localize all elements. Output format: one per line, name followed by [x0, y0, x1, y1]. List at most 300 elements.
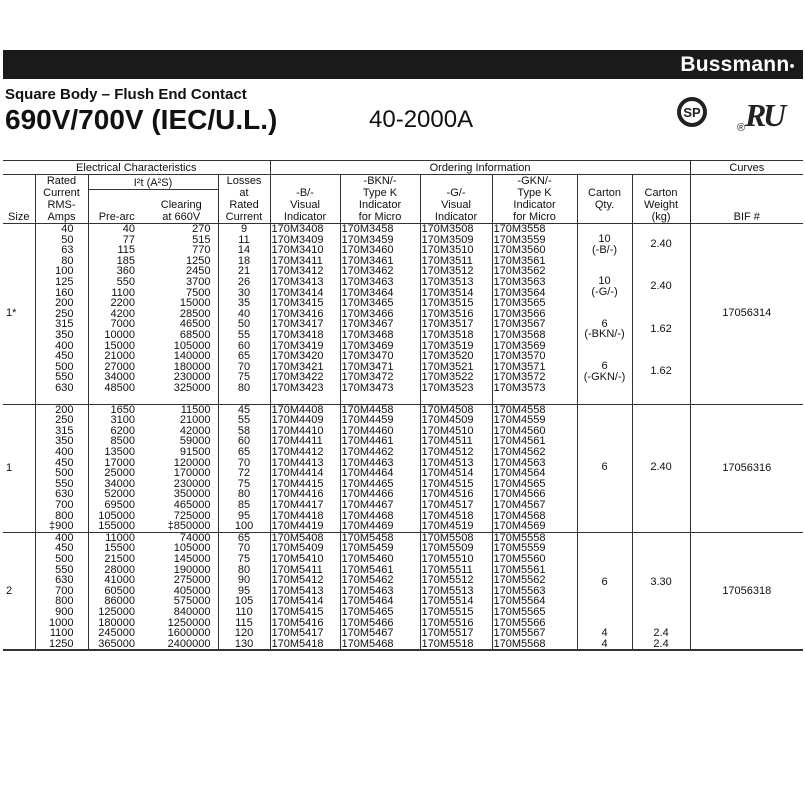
carton-qty-cell: 10 (-B/-) 10 (-G/-) 6 (-BKN/-) 6 (-GKN/-)	[577, 224, 632, 405]
losses-value: 60	[237, 339, 251, 352]
part-b-value: 170M3415	[271, 297, 324, 310]
part-b-value: 170M4416	[271, 488, 324, 501]
prearc-value: 3100	[110, 414, 135, 427]
part-gkn-value: 170M3561	[493, 254, 546, 267]
part-g-value: 170M4512	[421, 445, 474, 458]
part-gkn-value: 170M4565	[493, 477, 546, 490]
part-gkn-column	[492, 532, 577, 650]
svg-text:®: ®	[737, 122, 746, 134]
rated-current-value: 700	[55, 584, 74, 597]
clearing-value: 840000	[173, 605, 211, 618]
part-bkn-value: 170M5459	[341, 542, 394, 555]
ordering-group-header: Ordering Information	[270, 161, 690, 175]
losses-value: 70	[237, 360, 251, 373]
part-g-value: 170M4519	[421, 520, 474, 533]
prearc-value: 1100	[111, 286, 135, 299]
product-title: 690V/700V (IEC/U.L.)	[5, 104, 278, 135]
clearing-value: 180000	[173, 360, 211, 373]
losses-value: 14	[237, 244, 251, 257]
clearing-value: 140000	[173, 350, 211, 363]
part-b-value: 170M5408	[271, 531, 324, 544]
rated-current-value: 550	[55, 371, 74, 384]
product-subtitle: Square Body – Flush End Contact	[5, 86, 247, 103]
prearc-value: 245000	[98, 627, 135, 640]
part-b-value: 170M5418	[271, 637, 324, 650]
part-bkn-value: 170M4461	[341, 435, 394, 448]
part-gkn-value: 170M3560	[493, 244, 546, 257]
part-gkn-value: 170M4561	[493, 435, 546, 448]
part-g-value: 170M3514	[421, 286, 474, 299]
clearing-value: 1600000	[167, 627, 211, 640]
clearing-value: 405000	[173, 584, 211, 597]
part-b-value: 170M3412	[271, 265, 324, 278]
part-b-value: 170M4409	[271, 414, 324, 427]
part-gkn-value: 170M3568	[493, 328, 546, 341]
rated-current-value: 550	[55, 563, 74, 576]
svg-text:R: R	[745, 97, 767, 133]
rated-current-value: 160	[55, 286, 74, 299]
part-gkn-value: 170M3573	[493, 381, 546, 394]
losses-column	[218, 532, 270, 650]
part-bkn-value: 170M4463	[341, 456, 394, 469]
part-bkn-value: 170M4465	[341, 477, 394, 490]
prearc-value: 11000	[105, 531, 135, 544]
part-bkn-value: 170M4459	[341, 414, 394, 427]
part-gkn-value: 170M3562	[493, 265, 546, 278]
part-gkn-value: 170M5562	[493, 574, 546, 587]
prearc-value: 365000	[98, 637, 135, 650]
size-group-1	[3, 404, 803, 532]
col-prearc: Pre-arc	[88, 190, 145, 224]
part-bkn-value: 170M5458	[341, 531, 394, 544]
part-gkn-value: 170M5564	[493, 595, 546, 608]
clearing-value: 770	[192, 244, 211, 257]
prearc-value: 4200	[110, 307, 135, 320]
prearc-value: 105000	[98, 509, 135, 522]
losses-value: 60	[237, 435, 251, 448]
rated-current-value: 1250	[49, 637, 74, 650]
losses-value: 21	[237, 265, 251, 278]
part-b-value: 170M4417	[271, 498, 324, 511]
prearc-column	[88, 404, 145, 532]
part-bkn-value: 170M4460	[341, 424, 394, 437]
rated-current-value: 500	[55, 552, 74, 565]
size-cell: 1	[6, 461, 13, 474]
losses-value: 40	[237, 307, 251, 320]
clearing-value: 68500	[179, 328, 211, 341]
part-bkn-value: 170M3471	[341, 360, 394, 373]
carton-weight-cell: 2.40 2.40 1.62 1.62	[632, 224, 690, 405]
part-b-value: 170M3414	[271, 286, 324, 299]
prearc-value: 1650	[110, 403, 135, 416]
part-b-value: 170M4411	[271, 435, 323, 448]
carton-weight-cell: 2.40	[632, 404, 690, 532]
part-b-value: 170M3413	[271, 275, 324, 288]
rated-current-value: 400	[55, 339, 74, 352]
clearing-value: 2450	[186, 265, 211, 278]
part-bkn-value: 170M3461	[341, 254, 394, 267]
rated-current-value: 700	[55, 498, 74, 511]
clearing-value: 230000	[173, 371, 211, 384]
part-b-value: 170M5411	[271, 563, 323, 576]
part-gkn-value: 170M4567	[493, 498, 546, 511]
clearing-column	[145, 532, 218, 650]
part-gkn-value: 170M3564	[493, 286, 546, 299]
rated-current-value: ‡900	[49, 520, 74, 533]
rated-current-value: 450	[55, 542, 74, 555]
part-bkn-value: 170M3463	[341, 275, 394, 288]
part-b-value: 170M4419	[271, 520, 324, 533]
part-gkn-value: 170M4558	[493, 403, 546, 416]
part-b-value: 170M5415	[271, 605, 324, 618]
part-bkn-value: 170M5466	[341, 616, 394, 629]
part-b-value: 170M3419	[271, 339, 324, 352]
part-gkn-value: 170M3558	[493, 223, 546, 235]
col-g: -G/- Visual Indicator	[420, 175, 492, 224]
losses-value: 9	[240, 223, 248, 235]
prearc-value: 21500	[104, 552, 135, 565]
part-bkn-value: 170M4458	[341, 403, 394, 416]
losses-value: 30	[237, 286, 251, 299]
losses-value: 65	[237, 445, 251, 458]
prearc-value: 185	[116, 254, 135, 267]
part-bkn-value: 170M4464	[341, 467, 394, 480]
carton-weight-cell: 3.30 2.4 2.4	[632, 532, 690, 650]
col-bkn: -BKN/- Type K Indicator for Micro	[340, 175, 420, 224]
rated-current-value: 63	[61, 244, 74, 257]
prearc-value: 13500	[104, 445, 135, 458]
part-bkn-value: 170M3464	[341, 286, 394, 299]
prearc-value: 52000	[104, 488, 135, 501]
part-gkn-column	[492, 404, 577, 532]
prearc-value: 155000	[98, 520, 135, 533]
part-bkn-value: 170M3458	[341, 223, 394, 235]
part-g-value: 170M3510	[421, 244, 474, 257]
part-gkn-value: 170M3569	[493, 339, 546, 352]
part-b-value: 170M3422	[271, 371, 324, 384]
part-g-value: 170M3516	[421, 307, 474, 320]
losses-value: 75	[237, 552, 251, 565]
rated-current-value: 315	[55, 424, 74, 437]
clearing-value: 725000	[173, 509, 211, 522]
part-g-value: 170M3521	[421, 360, 474, 373]
rated-current-value: 450	[55, 456, 74, 469]
part-gkn-value: 170M4562	[493, 445, 546, 458]
clearing-value: 91500	[179, 445, 211, 458]
part-b-value: 170M3421	[271, 360, 324, 373]
bif-cell: 17056316	[690, 404, 803, 532]
clearing-value: 11500	[180, 403, 211, 416]
clearing-column	[145, 404, 218, 532]
losses-value: 70	[237, 456, 251, 469]
part-gkn-value: 170M3567	[493, 318, 546, 331]
col-rated-current: Rated Current RMS-Amps	[35, 175, 88, 224]
clearing-value: 230000	[173, 477, 211, 490]
part-bkn-value: 170M5460	[341, 552, 394, 565]
bif-cell: 17056318	[690, 532, 803, 650]
rated-current-value: 50	[61, 233, 74, 246]
part-g-value: 170M5511	[421, 563, 473, 576]
rated-current-value: 900	[55, 605, 74, 618]
prearc-value: 28000	[104, 563, 135, 576]
part-g-value: 170M4509	[421, 414, 474, 427]
rated-current-value: 630	[55, 381, 74, 394]
part-b-value: 170M3416	[271, 307, 324, 320]
part-g-value: 170M3520	[421, 350, 474, 363]
prearc-value: 27000	[104, 360, 135, 373]
clearing-value: 105000	[173, 542, 211, 555]
clearing-value: 28500	[179, 307, 211, 320]
rated-current-value: 500	[55, 467, 74, 480]
part-gkn-value: 170M4566	[493, 488, 546, 501]
col-bif: BIF #	[690, 175, 803, 224]
col-carton-weight: Carton Weight (kg)	[632, 175, 690, 224]
clearing-value: 145000	[173, 552, 211, 565]
prearc-value: 40	[122, 223, 135, 235]
part-g-value: 170M3513	[421, 275, 474, 288]
part-g-value: 170M3515	[421, 297, 474, 310]
prearc-value: 15500	[104, 542, 135, 555]
part-bkn-value: 170M4468	[341, 509, 394, 522]
svg-text:SP: SP	[683, 105, 701, 120]
rated-current-value: 40	[61, 223, 74, 235]
losses-value: 55	[237, 414, 251, 427]
part-bkn-value: 170M3465	[341, 297, 394, 310]
part-g-value: 170M3511	[421, 254, 473, 267]
losses-value: 75	[237, 477, 251, 490]
fuse-spec-table	[3, 160, 803, 651]
losses-value: 26	[237, 275, 251, 288]
size-cell: 1*	[6, 307, 17, 320]
part-gkn-value: 170M5561	[493, 563, 546, 576]
losses-value: 18	[237, 254, 251, 267]
rated-current-value: 250	[55, 414, 74, 427]
part-bkn-value: 170M4462	[341, 445, 394, 458]
part-gkn-value: 170M5567	[493, 627, 546, 640]
clearing-column	[145, 224, 218, 405]
part-g-value: 170M3522	[421, 371, 474, 384]
part-g-value: 170M3517	[421, 318, 474, 331]
clearing-value: 3700	[186, 275, 211, 288]
prearc-value: 10000	[104, 328, 135, 341]
part-b-value: 170M5409	[271, 542, 324, 555]
part-bkn-value: 170M3459	[341, 233, 394, 246]
rated-current-value: 450	[55, 350, 74, 363]
part-b-value: 170M3408	[271, 223, 324, 235]
prearc-value: 25000	[104, 467, 135, 480]
prearc-value: 69500	[104, 498, 135, 511]
amp-range: 40-2000A	[369, 106, 474, 133]
losses-value: 80	[237, 563, 251, 576]
part-bkn-value: 170M4466	[341, 488, 394, 501]
part-b-value: 170M5413	[271, 584, 324, 597]
clearing-value: 465000	[173, 498, 211, 511]
part-bkn-value: 170M4467	[341, 498, 394, 511]
clearing-value: 42000	[179, 424, 211, 437]
size-group-0	[3, 224, 803, 405]
rated-current-value: 500	[55, 360, 74, 373]
rated-current-column	[35, 224, 88, 405]
part-bkn-value: 170M5462	[341, 574, 394, 587]
losses-column	[218, 224, 270, 405]
part-g-value: 170M4510	[421, 424, 474, 437]
part-gkn-value: 170M5559	[493, 542, 546, 555]
part-gkn-value: 170M5568	[493, 637, 546, 650]
part-g-value: 170M4511	[421, 435, 473, 448]
part-bkn-value: 170M4469	[341, 520, 394, 533]
clearing-value: 120000	[173, 456, 211, 469]
part-gkn-value: 170M4568	[493, 509, 546, 522]
part-g-value: 170M3518	[421, 328, 474, 341]
clearing-value: 190000	[173, 563, 211, 576]
col-losses: Losses at Rated Current	[218, 175, 270, 224]
part-b-value: 170M4412	[271, 445, 324, 458]
part-b-column	[270, 404, 340, 532]
part-bkn-value: 170M3467	[341, 318, 394, 331]
part-g-value: 170M3519	[421, 339, 474, 352]
part-g-value: 170M5508	[421, 531, 474, 544]
rated-current-value: 80	[61, 254, 74, 267]
losses-value: 65	[237, 531, 251, 544]
electrical-group-header: Electrical Characteristics	[3, 161, 270, 175]
part-gkn-value: 170M3566	[493, 307, 546, 320]
part-bkn-column	[340, 404, 420, 532]
col-i2t: I²t (A²S)	[88, 175, 218, 190]
losses-value: 90	[237, 574, 251, 587]
part-g-column	[420, 404, 492, 532]
losses-value: 58	[237, 424, 251, 437]
part-bkn-value: 170M3473	[341, 381, 394, 394]
col-b: -B/- Visual Indicator	[270, 175, 340, 224]
prearc-value: 115	[117, 244, 135, 257]
losses-value: 115	[235, 616, 253, 629]
clearing-value: 15000	[179, 297, 211, 310]
losses-value: 55	[237, 328, 251, 341]
part-g-value: 170M4513	[421, 456, 474, 469]
rated-current-column	[35, 532, 88, 650]
part-g-value: 170M4515	[421, 477, 474, 490]
part-bkn-column	[340, 532, 420, 650]
losses-value: 95	[237, 509, 251, 522]
part-g-value: 170M4517	[421, 498, 474, 511]
losses-value: 45	[237, 403, 251, 416]
part-bkn-value: 170M3470	[341, 350, 394, 363]
losses-value: 100	[234, 520, 254, 533]
part-bkn-value: 170M5467	[341, 627, 394, 640]
rated-current-column	[35, 404, 88, 532]
part-b-value: 170M4418	[271, 509, 324, 522]
losses-value: 65	[237, 350, 251, 363]
part-g-value: 170M3523	[421, 381, 474, 394]
part-g-column	[420, 224, 492, 405]
clearing-value: 21000	[179, 414, 211, 427]
rated-current-value: 800	[55, 595, 74, 608]
part-bkn-value: 170M3468	[341, 328, 394, 341]
part-gkn-value: 170M4569	[493, 520, 546, 533]
certification-logos	[675, 92, 787, 137]
part-bkn-value: 170M5465	[341, 605, 394, 618]
part-b-value: 170M5414	[271, 595, 324, 608]
part-gkn-value: 170M3563	[493, 275, 546, 288]
prearc-value: 7000	[110, 318, 135, 331]
part-g-value: 170M3508	[421, 223, 474, 235]
part-bkn-value: 170M3472	[341, 371, 394, 384]
part-g-value: 170M4516	[421, 488, 474, 501]
clearing-value: 275000	[173, 574, 211, 587]
losses-value: 11	[238, 233, 250, 246]
part-g-value: 170M3512	[421, 265, 474, 278]
rated-current-value: 1100	[49, 627, 74, 640]
col-carton-qty: Carton Qty.	[577, 175, 632, 224]
losses-value: 80	[237, 381, 251, 394]
losses-value: 75	[237, 371, 251, 384]
col-gkn: -GKN/- Type K Indicator for Micro	[492, 175, 577, 224]
clearing-value: 350000	[173, 488, 211, 501]
part-gkn-value: 170M5560	[493, 552, 546, 565]
part-b-value: 170M3417	[271, 318, 324, 331]
part-gkn-value: 170M4563	[493, 456, 546, 469]
rated-current-value: 550	[55, 477, 74, 490]
part-gkn-value: 170M3559	[493, 233, 546, 246]
losses-value: 105	[234, 595, 254, 608]
prearc-value: 8500	[110, 435, 135, 448]
carton-qty-cell: 6 4 4	[577, 532, 632, 650]
losses-value: 85	[237, 498, 251, 511]
rated-current-value: 400	[55, 445, 74, 458]
prearc-value: 41000	[104, 574, 135, 587]
prearc-column	[88, 224, 145, 405]
part-g-value: 170M5515	[421, 605, 474, 618]
part-g-value: 170M5510	[421, 552, 474, 565]
part-b-value: 170M5417	[271, 627, 324, 640]
rated-current-value: 100	[55, 265, 74, 278]
part-gkn-value: 170M5566	[493, 616, 546, 629]
rated-current-value: 350	[55, 328, 74, 341]
clearing-value: ‡850000	[167, 520, 211, 533]
rated-current-value: 1000	[49, 616, 74, 629]
prearc-value: 34000	[104, 477, 135, 490]
part-b-value: 170M3409	[271, 233, 324, 246]
col-size: Size	[3, 175, 35, 224]
part-b-value: 170M4408	[271, 403, 324, 416]
part-b-column	[270, 532, 340, 650]
clearing-value: 170000	[173, 467, 211, 480]
part-g-value: 170M5517	[421, 627, 474, 640]
losses-column	[218, 404, 270, 532]
prearc-value: 2200	[110, 297, 135, 310]
part-g-value: 170M5509	[421, 542, 474, 555]
clearing-value: 270	[192, 223, 211, 235]
rated-current-value: 350	[55, 435, 74, 448]
part-b-value: 170M5416	[271, 616, 324, 629]
part-g-column	[420, 532, 492, 650]
prearc-value: 21000	[104, 350, 135, 363]
clearing-value: 105000	[173, 339, 211, 352]
size-group-2	[3, 532, 803, 650]
rated-current-value: 125	[55, 275, 74, 288]
part-g-value: 170M3509	[421, 233, 474, 246]
losses-value: 120	[234, 627, 254, 640]
losses-value: 72	[237, 467, 251, 480]
part-gkn-value: 170M3565	[493, 297, 546, 310]
prearc-value: 6200	[110, 424, 135, 437]
part-bkn-value: 170M5461	[341, 563, 394, 576]
part-gkn-value: 170M3570	[493, 350, 546, 363]
part-gkn-value: 170M4560	[493, 424, 546, 437]
prearc-value: 17000	[104, 456, 135, 469]
clearing-value: 515	[192, 233, 211, 246]
part-gkn-value: 170M5563	[493, 584, 546, 597]
